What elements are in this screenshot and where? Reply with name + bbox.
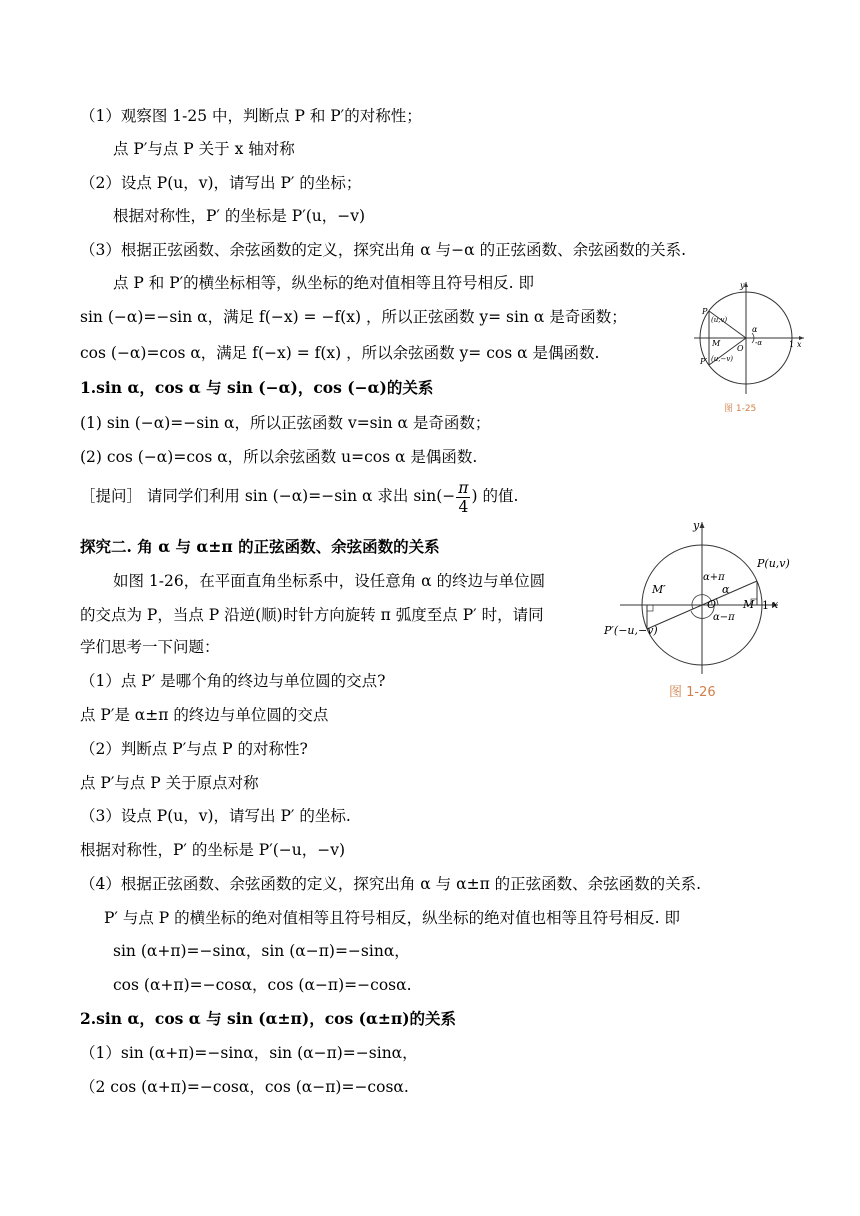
text-line: (2) cos (−α)=cos α，所以余弦函数 u=cos α 是偶函数.	[80, 448, 478, 466]
y-label: y	[693, 519, 700, 532]
y-axis-arrow-icon	[700, 522, 705, 528]
text-line: (1) sin (−α)=−sin α，所以正弦函数 v=sin α 是奇函数；	[80, 414, 491, 432]
text-line: 点 P′与点 P 关于原点对称	[80, 774, 259, 792]
alpha-arc	[716, 598, 718, 605]
text-line: （4）根据正弦函数、余弦函数的定义，探究出角 α 与 α±π 的正弦函数、余弦函数的关系.	[80, 875, 702, 893]
text-line: 根据对称性，P′ 的坐标是 P′(u，−v)	[113, 207, 366, 225]
p-label: P(u,v)	[757, 557, 790, 570]
question-text-end: ) 的值.	[471, 487, 519, 505]
text-line: （3）根据正弦函数、余弦函数的定义，探究出角 α 与−α 的正弦函数、余弦函数的关系.	[80, 241, 686, 259]
p-label: P	[702, 307, 708, 316]
text-line: （2）判断点 P′与点 P 的对称性?	[80, 740, 308, 758]
figure-caption: 图 1-25	[724, 404, 757, 414]
fraction-denominator: 4	[458, 497, 469, 516]
pi-over-4-fraction	[456, 479, 470, 516]
y-axis-arrow-icon	[744, 282, 748, 287]
p-prime-label: P′	[700, 357, 708, 366]
origin-label: O	[737, 344, 744, 353]
alpha-plus-pi-label: α+π	[703, 572, 725, 583]
p-prime-coords: (u,−v)	[711, 355, 734, 363]
text-line: （1）点 P′ 是哪个角的终边与单位圆的交点?	[80, 672, 386, 690]
text-line: cos (−α)=cos α，满足 f(−x) = f(x) ，所以余弦函数 y= cos α 是偶函数.	[80, 344, 600, 362]
m-label: M	[743, 598, 755, 611]
text-line: （1）sin (α+π)=−sinα，sin (α−π)=−sinα，	[80, 1044, 418, 1062]
fraction-numerator: π	[458, 478, 469, 497]
alpha-label: α	[752, 325, 758, 334]
text-line: sin (α+π)=−sinα，sin (α−π)=−sinα，	[113, 942, 410, 960]
section-heading: 探究二. 角 α 与 α±π 的正弦函数、余弦函数的关系	[80, 537, 440, 556]
neg-alpha-arc	[752, 338, 754, 343]
figure-caption: 图 1-26	[669, 685, 716, 700]
text-line: 学们思考一下问题：	[80, 638, 220, 656]
p-prime-label: P′(−u,−v)	[604, 624, 658, 637]
text-line: 点 P′是 α±π 的终边与单位圆的交点	[80, 706, 329, 724]
text-line: 点 P 和 P′的横坐标相等，纵坐标的绝对值相等且符号相反. 即	[113, 274, 535, 292]
alpha-minus-pi-label: α−π	[713, 612, 735, 623]
text-line: P′ 与点 P 的横坐标的绝对值相等且符号相反，纵坐标的绝对值也相等且符号相反. 即	[104, 909, 681, 927]
question-text-start: ［提问］ 请同学们利用 sin (−α)=−sin α 求出 sin(−	[80, 487, 456, 505]
text-line: （2 cos (α+π)=−cosα，cos (α−π)=−cosα.	[80, 1078, 409, 1096]
section-heading: 2.sin α，cos α 与 sin (α±π)，cos (α±π)的关系	[80, 1009, 457, 1028]
text-line: 点 P′与点 P 关于 x 轴对称	[113, 140, 295, 158]
x-label: x	[797, 340, 802, 349]
right-angle-mark	[647, 605, 653, 611]
p-coords: (u,v)	[711, 316, 728, 324]
question-line	[80, 476, 518, 516]
text-line: cos (α+π)=−cosα，cos (α−π)=−cosα.	[113, 976, 412, 994]
one-label: 1	[762, 599, 769, 612]
figure-1-25	[690, 276, 810, 398]
m-label: M	[712, 339, 721, 348]
text-line: （1）观察图 1-25 中，判断点 P 和 P′的对称性；	[80, 107, 422, 125]
text-line: sin (−α)=−sin α，满足 f(−x) = −f(x) ，所以正弦函数 y= sin α 是奇函数；	[80, 308, 627, 326]
text-line: 如图 1-26，在平面直角坐标系中，设任意角 α 的终边与单位圆	[113, 572, 546, 590]
figure-1-26	[600, 516, 800, 678]
section-heading: 1.sin α，cos α 与 sin (−α)，cos (−α)的关系	[80, 378, 434, 397]
text-line: 根据对称性，P′ 的坐标是 P′(−u，−v)	[80, 841, 346, 859]
one-label: 1	[789, 340, 795, 349]
y-label: y	[740, 281, 745, 290]
text-line: 的交点为 P，当点 P 沿逆(顺)时针方向旋转 π 弧度至点 P′ 时，请同	[80, 606, 544, 624]
x-label: x	[772, 598, 779, 611]
text-line: （2）设点 P(u，v)，请写出 P′ 的坐标；	[80, 174, 362, 192]
neg-alpha-label: -α	[755, 339, 763, 347]
alpha-label: α	[722, 583, 730, 596]
m-prime-label: M′	[652, 583, 666, 596]
origin-label: O	[707, 598, 717, 611]
text-line: （3）设点 P(u，v)，请写出 P′ 的坐标.	[80, 807, 351, 825]
